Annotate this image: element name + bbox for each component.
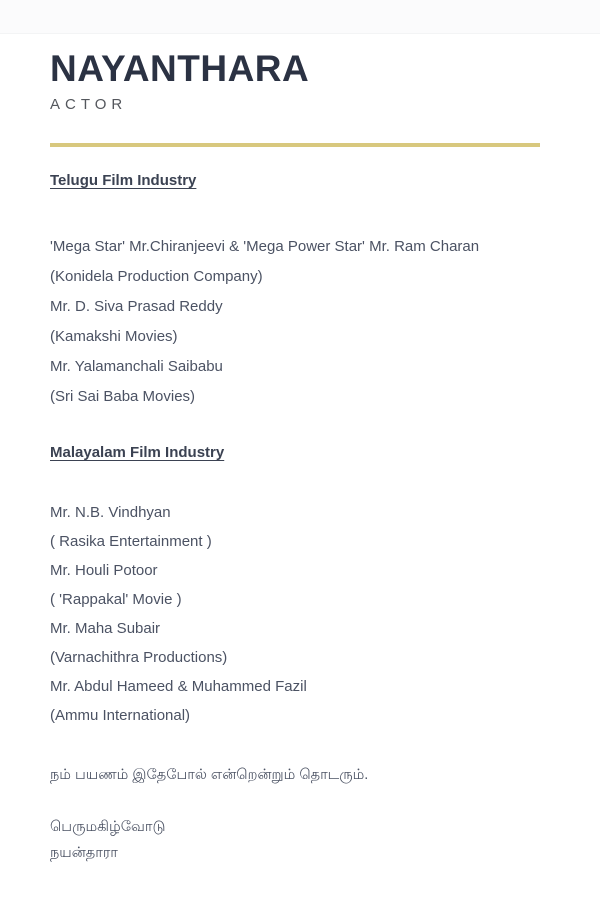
page-title: NAYANTHARA xyxy=(50,48,310,89)
role-subtitle: ACTOR xyxy=(50,96,128,113)
credit-line: 'Mega Star' Mr.Chiranjeevi & 'Mega Power Star' Mr. Ram Charan xyxy=(50,238,480,255)
closing-block xyxy=(50,767,540,862)
credit-line: Mr. Yalamanchali Saibabu xyxy=(50,358,223,375)
section-title-malayalam: Malayalam Film Industry xyxy=(50,444,225,461)
section-title-telugu: Telugu Film Industry xyxy=(50,172,197,189)
letter-header xyxy=(50,50,540,113)
telugu-credit-list xyxy=(50,239,540,405)
credit-line: (Kamakshi Movies) xyxy=(50,328,178,345)
closing-message: நம் பயணம் இதேபோல் என்றென்றும் தொடரும். xyxy=(50,767,369,783)
document-page xyxy=(0,34,600,862)
malayalam-credit-list xyxy=(50,505,540,724)
credit-line: Mr. Houli Potoor xyxy=(50,562,158,579)
section-malayalam-film-industry xyxy=(50,445,540,724)
credit-line: (Konidela Production Company) xyxy=(50,268,263,285)
page-top-margin xyxy=(0,0,600,34)
credit-line: Mr. N.B. Vindhyan xyxy=(50,504,171,521)
credit-line: ( Rasika Entertainment ) xyxy=(50,533,212,550)
credit-line: Mr. D. Siva Prasad Reddy xyxy=(50,298,223,315)
credit-line: (Sri Sai Baba Movies) xyxy=(50,388,196,405)
closing-signoff: பெருமகிழ்வோடு xyxy=(50,819,166,835)
credit-line: (Ammu International) xyxy=(50,707,191,724)
signature-name: நயன்தாரா xyxy=(50,845,118,861)
credit-line: Mr. Abdul Hameed & Muhammed Fazil xyxy=(50,678,307,695)
credit-line: Mr. Maha Subair xyxy=(50,620,161,637)
section-telugu-film-industry xyxy=(50,173,540,405)
credit-line: (Varnachithra Productions) xyxy=(50,649,228,666)
gold-divider xyxy=(50,143,540,147)
credit-line: ( 'Rappakal' Movie ) xyxy=(50,591,182,608)
